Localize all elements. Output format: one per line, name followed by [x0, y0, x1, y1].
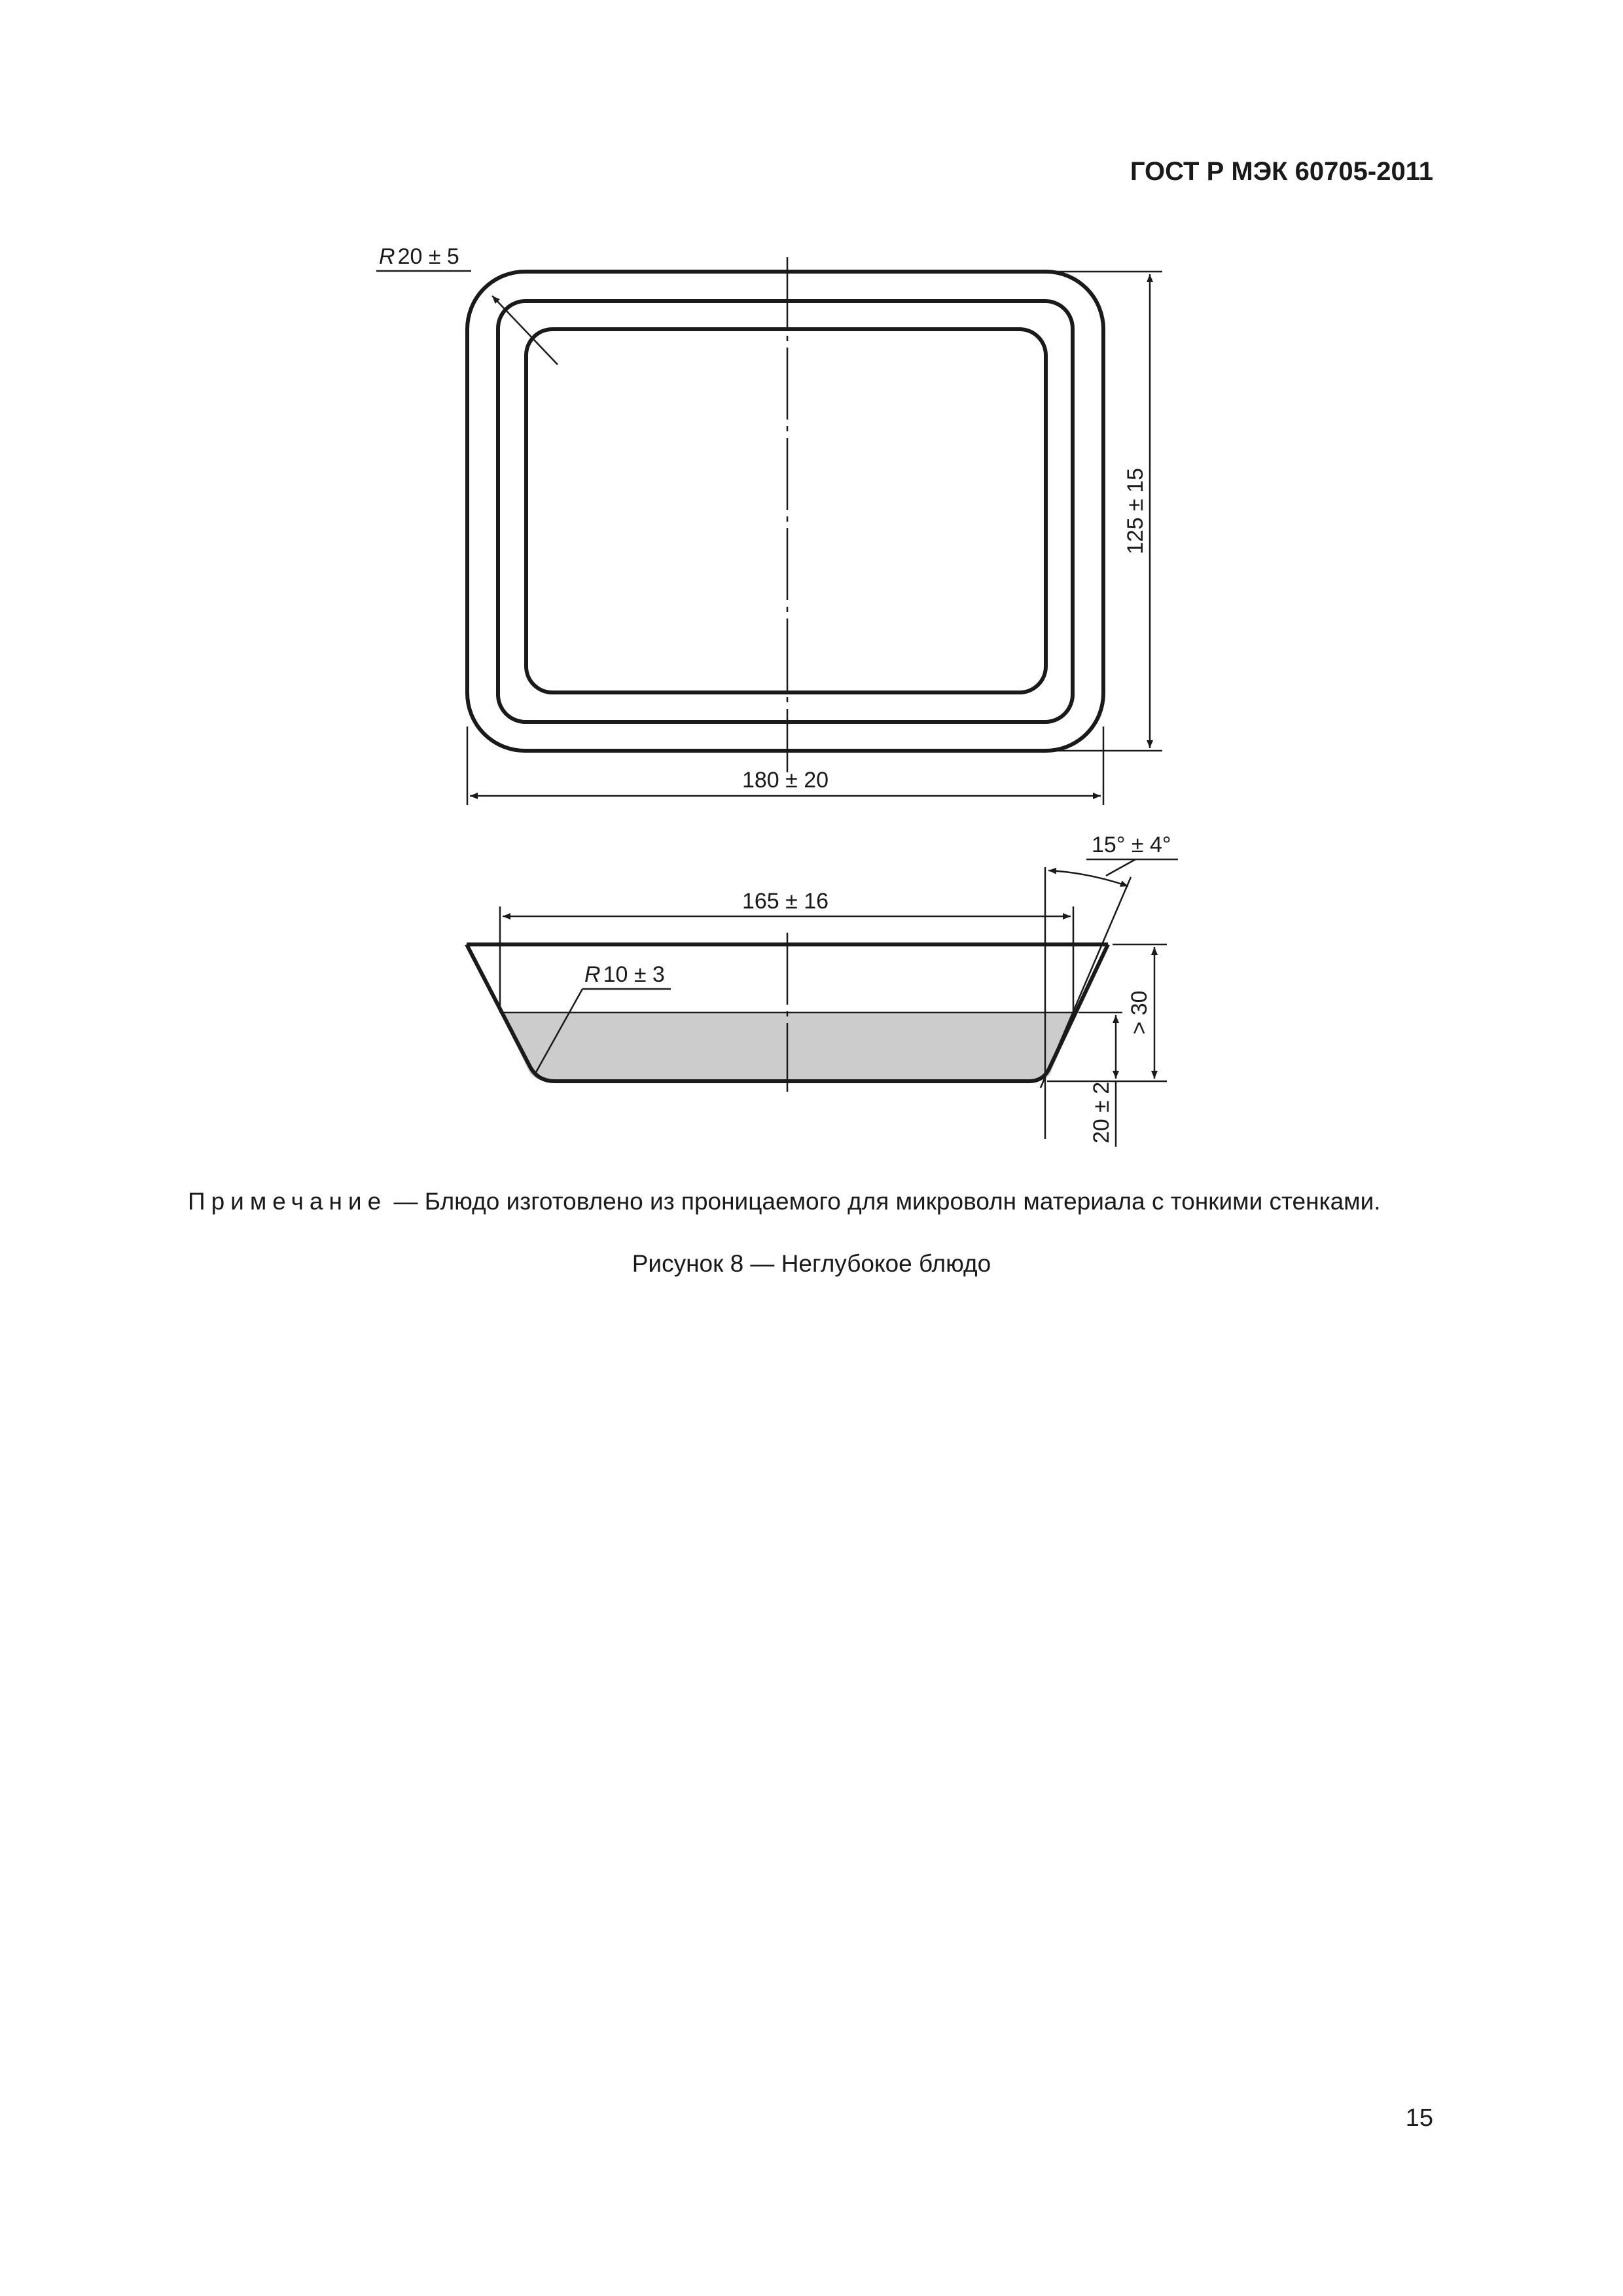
- dish-outer-rim: [467, 272, 1103, 751]
- depth-dimension-label: > 30: [1127, 990, 1152, 1035]
- note-text: — Блюдо изготовлено из проницаемого для микроволн материала с тонкими стенками.: [387, 1188, 1381, 1215]
- page-number: 15: [1405, 2104, 1433, 2132]
- height-dimension-label: 125 ± 15: [1123, 467, 1148, 555]
- angle-dimension-label: 15° ± 4°: [1092, 833, 1171, 857]
- standard-header: ГОСТ Р МЭК 60705-2011: [1130, 157, 1433, 186]
- inner-width-dimension-label: 165 ± 16: [741, 889, 829, 914]
- radius-label-top: R 20 ± 5: [379, 244, 459, 269]
- angle-arc: [1048, 870, 1128, 886]
- width-dimension-label: 180 ± 20: [741, 768, 829, 793]
- fill-level-dimension-label: 20 ± 2: [1089, 1081, 1114, 1144]
- side-view: [467, 833, 1178, 1147]
- figure-caption: Рисунок 8 — Неглубокое блюдо: [632, 1250, 991, 1277]
- dish-inner-bottom: [526, 329, 1046, 692]
- radius-label-side: R 10 ± 3: [584, 962, 665, 987]
- top-view: [376, 244, 1162, 805]
- figure-note: [188, 1188, 1431, 1215]
- angle-leader: [1106, 859, 1135, 876]
- note-lead: Примечание: [188, 1188, 387, 1215]
- dish-fill-area: [498, 301, 1073, 722]
- angle-wall-extension: [1041, 877, 1131, 1088]
